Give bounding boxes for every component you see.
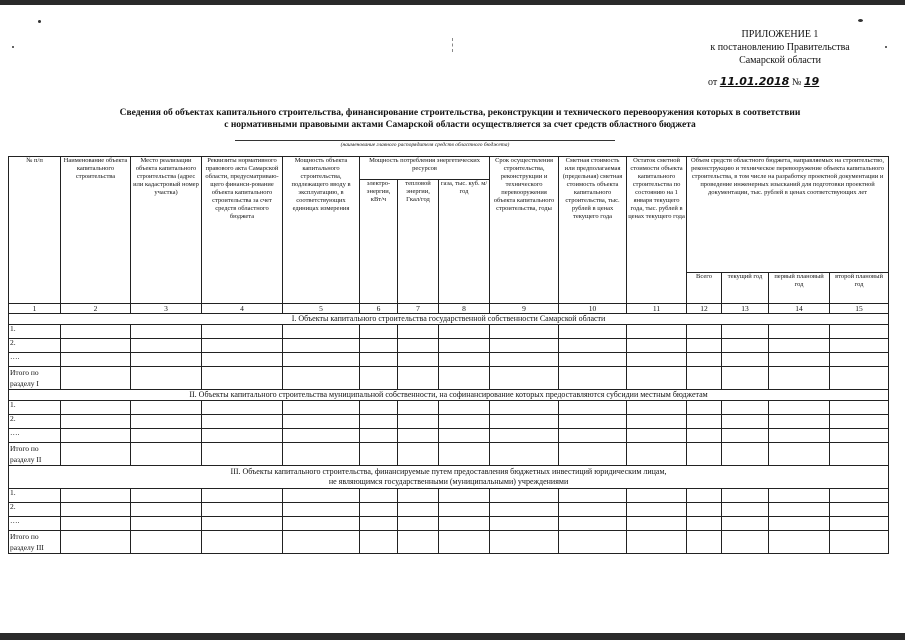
section-header-row	[9, 466, 889, 489]
section-header-row	[9, 390, 889, 401]
appendix-block	[690, 28, 870, 67]
column-number: 11	[627, 304, 687, 314]
responsible-entity-caption: (наименование главного распорядителя средств областного бюджета)	[340, 142, 510, 148]
table-row	[9, 353, 889, 367]
header-cost-balance: Остаток сметной стоимости объекта капитального строительства по состоянию на 1 января текущего года, тыс. рублей в ценах текущего года	[627, 157, 687, 304]
section-2-total-label: Итого по разделу II	[9, 443, 61, 466]
table-row	[9, 489, 889, 503]
row-number: 2.	[9, 503, 61, 517]
table-row	[9, 429, 889, 443]
header-current-year: текущий год	[722, 273, 769, 304]
scan-speck	[858, 19, 863, 22]
appendix-title: ПРИЛОЖЕНИЕ 1	[741, 29, 819, 40]
column-number: 10	[559, 304, 627, 314]
column-number: 8	[439, 304, 490, 314]
date-value: 11.01.2018	[719, 75, 790, 88]
header-legal-act: Реквизиты нормативного правового акта Самарской области, предусматриваю-щего финанси-рование объекта капитального строительства за счет средств областного бюджета	[202, 157, 283, 304]
row-number: 2.	[9, 339, 61, 353]
header-second-plan-year: второй плановый год	[830, 273, 889, 304]
section-1-total-label: Итого по разделу I	[9, 367, 61, 390]
section-total-row	[9, 443, 889, 466]
column-number: 9	[490, 304, 559, 314]
header-object-name: Наименование объекта капитального строительства	[61, 157, 131, 304]
table-row	[9, 517, 889, 531]
header-budget-group: Объем средств областного бюджета, направляемых на строительство, реконструкцию и техническое перевооружение объекта капитального строительства, в том числе на разработку проектной документации и проведение инженерных изысканий для подготовки проектной документации, тыс. рублей в ценах соответствующих лет	[687, 157, 889, 273]
header-total: Всего	[687, 273, 722, 304]
row-number: 1.	[9, 401, 61, 415]
number-value: 19	[803, 75, 820, 88]
section-header-row	[9, 314, 889, 325]
table-row	[9, 415, 889, 429]
appendix-region: Самарской области	[739, 55, 821, 66]
header-estimated-cost: Сметная стоимость или предполагаемая (предельная) сметная стоимость объекта капитального строительства, тыс. рублей в ценах текущего года	[559, 157, 627, 304]
scan-margin-mark	[452, 38, 454, 52]
column-number: 12	[687, 304, 722, 314]
row-number: 2.	[9, 415, 61, 429]
scan-top-edge	[0, 0, 905, 5]
section-3-title	[9, 466, 889, 489]
column-number: 1	[9, 304, 61, 314]
scan-speck	[12, 46, 14, 48]
table-row	[9, 503, 889, 517]
header-first-plan-year: первый плановый год	[769, 273, 830, 304]
section-3-title-line2: не являющимся государственными (муниципальными) учреждениями	[328, 477, 569, 486]
header-row-top	[9, 157, 889, 180]
section-total-row	[9, 531, 889, 554]
responsible-entity-line	[235, 140, 615, 141]
number-prefix: №	[791, 77, 802, 88]
row-number: 1.	[9, 325, 61, 339]
section-2-title: II. Объекты капитального строительства муниципальной собственности, на софинансирование которых предоставляются субсидии местным бюджетам	[9, 390, 889, 401]
header-gas: газа, тыс. куб. м/год	[439, 180, 490, 304]
scan-bottom-edge	[0, 633, 905, 640]
section-total-row	[9, 367, 889, 390]
objects-table	[8, 156, 889, 554]
section-3-title-line1: III. Объекты капитального строительства, финансируемые путем предоставления бюджетных инвестиций юридическим лицам,	[230, 467, 667, 476]
table-row	[9, 401, 889, 415]
appendix-date-line	[708, 75, 868, 88]
header-heat: тепловой энергии, Гкал/год	[398, 180, 439, 304]
section-3-total-label: Итого по разделу III	[9, 531, 61, 554]
scan-speck	[38, 20, 41, 23]
column-number: 4	[202, 304, 283, 314]
scan-speck	[885, 46, 887, 48]
column-number: 2	[61, 304, 131, 314]
header-capacity: Мощность объекта капитального строительства, подлежащего вводу в эксплуатацию, в соответствующих единицах измерения	[283, 157, 360, 304]
table-row	[9, 339, 889, 353]
column-number: 5	[283, 304, 360, 314]
column-number: 6	[360, 304, 398, 314]
row-number: 1.	[9, 489, 61, 503]
column-number: 15	[830, 304, 889, 314]
column-number: 3	[131, 304, 202, 314]
section-1-title: I. Объекты капитального строительства государственной собственности Самарской области	[9, 314, 889, 325]
header-term: Срок осуществления строительства, реконструкции и технического перевооружения объекта капитального строительства, годы	[490, 157, 559, 304]
column-number: 7	[398, 304, 439, 314]
row-number: ….	[9, 429, 61, 443]
document-title-line1: Сведения об объектах капитального строительства, финансирование строительства, реконструкции и технического перевооружения которых в соответствии	[119, 108, 801, 118]
column-number: 13	[722, 304, 769, 314]
document-title-line2: с нормативными правовыми актами Самарской области осуществляется за счет средств областного бюджета	[224, 120, 696, 130]
document-title	[50, 107, 870, 131]
header-number: № п/п	[9, 157, 61, 304]
column-number-row	[9, 304, 889, 314]
row-number: ….	[9, 517, 61, 531]
header-electricity: электро-энергии, кВт/ч	[360, 180, 398, 304]
header-location: Место реализации объекта капитального строительства (адрес или кадастровый номер участка)	[131, 157, 202, 304]
header-power-group: Мощность потребления энергетических ресурсов	[360, 157, 490, 180]
row-number: ….	[9, 353, 61, 367]
table-row	[9, 325, 889, 339]
column-number: 14	[769, 304, 830, 314]
appendix-decree: к постановлению Правительства	[710, 42, 850, 53]
date-prefix: от	[708, 77, 718, 88]
